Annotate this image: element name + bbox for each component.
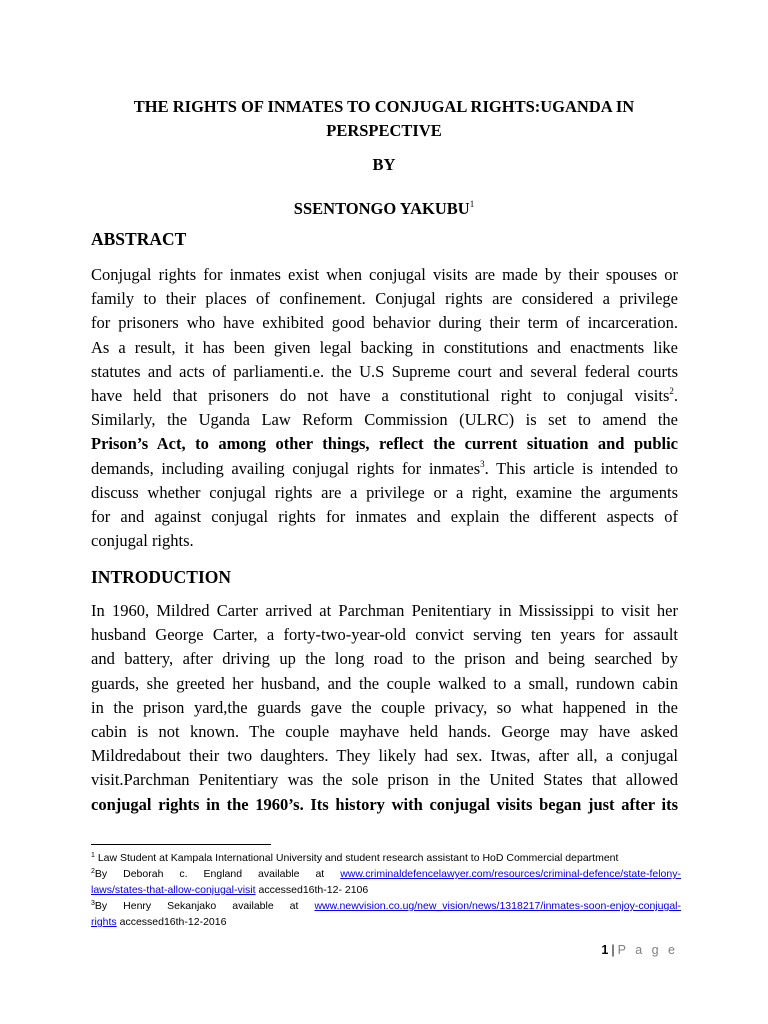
abstract-paragraph — [91, 263, 678, 553]
intro-line: cabin is not known. The couple mayhave held hands. George may have asked — [91, 722, 678, 742]
abstract-line: conjugal rights. — [91, 531, 194, 551]
author-name — [90, 194, 678, 219]
abstract-heading: ABSTRACT — [91, 229, 187, 249]
abstract-line: for and against conjugal rights for inmates and explain the different aspects of — [91, 507, 678, 527]
footnote-number: 2 — [91, 868, 95, 875]
footnote-accessed: accessed16th-12-2016 — [116, 916, 227, 928]
author-name-text: SSENTONGO YAKUBU — [293, 199, 470, 218]
abstract-line: statutes and acts of parliamenti.e. the U.S Supreme court and several federal courts — [91, 361, 678, 381]
footnote-1 — [91, 850, 681, 866]
abstract-line: discuss whether conjugal rights are a privilege or a right, examine the arguments — [91, 482, 678, 502]
page-number-value: 1 — [601, 943, 609, 957]
footnote-link[interactable]: laws/states-that-allow-conjugal-visit — [91, 884, 256, 896]
footnote-3 — [91, 898, 681, 930]
footnotes — [91, 850, 681, 930]
footnote-ref-3: 3 — [480, 458, 485, 469]
abstract-line: As a result, it has been given legal backing in constitutions and enactments like — [91, 337, 678, 357]
intro-line: husband George Carter, a forty-two-year-old convict serving ten years for assault — [91, 625, 678, 645]
footnote-ref-2: 2 — [669, 386, 674, 397]
abstract-line: Conjugal rights for inmates exist when conjugal visits are made by their spouses or — [91, 265, 678, 284]
footnote-text: By Henry Sekanjako available at — [94, 900, 315, 912]
footnote-number: 3 — [91, 900, 95, 907]
intro-line: In 1960, Mildred Carter arrived at Parchman Penitentiary in Mississippi to visit her — [91, 601, 678, 620]
document-title — [90, 95, 678, 143]
intro-line: visit.Parchman Penitentiary was the sole prison in the United States that allowed — [91, 770, 678, 790]
intro-line: guards, she greeted her husband, and the couple walked to a small, rundown cabin — [91, 673, 678, 693]
footnote-2 — [91, 866, 681, 898]
footnote-link[interactable]: www.newvision.co.ug/new_vision/news/1318217/inmates-soon-enjoy-conjugal- — [314, 900, 681, 912]
intro-line: in the prison yard,the guards gave the couple privacy, so what happened in the — [91, 697, 678, 717]
abstract-line-period: . — [673, 386, 678, 406]
footnote-text: Law Student at Kampala International University and student research assistant to HoD Commercial department — [97, 852, 619, 864]
footnote-separator — [91, 844, 271, 845]
title-line-1: THE RIGHTS OF INMATES TO CONJUGAL RIGHTS:UGANDA IN — [133, 97, 635, 116]
abstract-line-text: have held that prisoners do not have a constitutional right to conjugal visits — [91, 386, 670, 406]
intro-line: and battery, after driving up the long road to the prison and being searched by — [91, 649, 678, 669]
footnote-link[interactable]: www.criminaldefencelawyer.com/resources/criminal-defence/state-felony- — [340, 868, 681, 880]
abstract-line — [91, 384, 678, 408]
page-label: P a g e — [617, 943, 678, 957]
abstract-line — [91, 457, 678, 481]
abstract-line: Similarly, the Uganda Law Reform Commission (ULRC) is set to amend the — [91, 410, 678, 430]
intro-line-bold: conjugal rights in the 1960’s. Its history with conjugal visits began just after its — [91, 794, 678, 814]
page-number — [601, 943, 678, 957]
title-line-2: PERSPECTIVE — [326, 121, 442, 140]
footnote-link[interactable]: rights — [91, 916, 117, 928]
abstract-line-text: . This article is intended to — [484, 458, 678, 478]
abstract-line-text: demands, including availing conjugal rights for inmates — [91, 458, 481, 478]
introduction-paragraph — [91, 599, 678, 817]
abstract-line: family to their places of confinement. Conjugal rights are considered a privilege — [91, 289, 678, 309]
abstract-line-bold: Prison’s Act, to among other things, reflect the current situation and public — [91, 434, 678, 454]
abstract-line: for prisoners who have exhibited good behavior during their term of incarceration. — [91, 313, 678, 333]
page-number-separator: | — [611, 943, 615, 957]
introduction-heading: INTRODUCTION — [91, 567, 232, 587]
footnote-line — [91, 898, 681, 914]
footnote-line — [91, 866, 681, 882]
footnote-number: 1 — [91, 852, 95, 859]
byline-label: BY — [372, 155, 396, 174]
author-footnote-ref: 1 — [469, 199, 475, 209]
footnote-text: By Deborah c. England available at — [94, 868, 341, 880]
intro-line: Mildredabout their two daughters. They likely had sex. Itwas, after all, a conjugal — [91, 746, 678, 766]
footnote-accessed: accessed16th-12- 2106 — [255, 884, 369, 896]
